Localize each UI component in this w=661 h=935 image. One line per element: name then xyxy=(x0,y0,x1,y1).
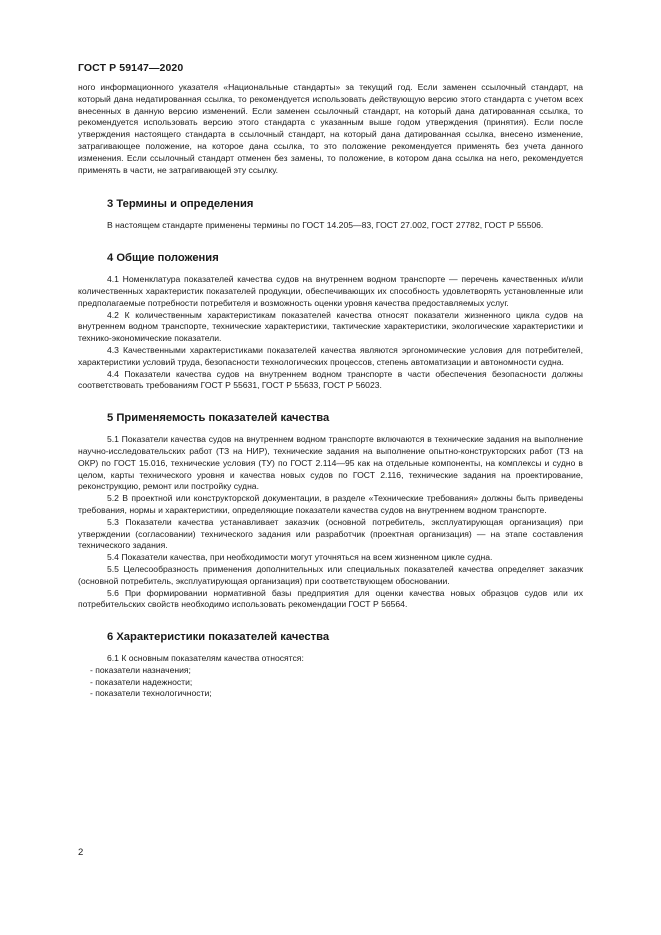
section-3-paragraph: В настоящем стандарте применены термины по ГОСТ 14.205—83, ГОСТ 27.002, ГОСТ 27782, ГОСТ Р 55506. xyxy=(107,220,544,231)
section-5-paragraph: 5.5 Целесообразность применения дополнительных или специальных показателей качества определяет заказчик (основной потребитель, эксплуатирующая организация) при соответствующем обосновании. xyxy=(78,563,583,586)
list-item: - показатели технологичности; xyxy=(90,688,212,699)
section-3-heading: 3 Термины и определения xyxy=(107,198,254,211)
section-5-heading: 5 Применяемость показателей качества xyxy=(107,412,330,425)
section-5-paragraph: 5.2 В проектной или конструкторской документации, в разделе «Технические требования» должны быть приведены требования, нормы и характеристики, определяющие показатели качества судов на внутреннем водном транспорте. xyxy=(78,493,583,515)
list-item: - показатели надежности; xyxy=(90,676,193,687)
document-body xyxy=(78,82,583,700)
section-4-paragraph: 4.2 К количественным характеристикам показателей качества относят показатели жизненного цикла судов на внутреннем водном транспорте, технические характеристики, тактические характеристики, экологические характеристики и технико-экономические показатели. xyxy=(78,309,583,344)
section-5-paragraph: 5.3 Показатели качества устанавливает заказчик (основной потребитель, эксплуатирующая организация) при утверждении (согласовании) технического задания или разработчик (проектная организация) — на этапе составления технического задания. xyxy=(78,516,583,551)
section-5-paragraph: 5.6 При формировании нормативной базы предприятия для оценки качества новых образцов судов или их потребительских свойств необходимо использовать рекомендации ГОСТ Р 56564. xyxy=(78,587,583,610)
section-4-paragraph: 4.3 Качественными характеристиками показателей качества являются эргономические условия для потребителей, характеристики условий труда, безопасности технологических процессов, степень автоматизации и автономности судна. xyxy=(78,344,583,367)
section-6-paragraph: 6.1 К основным показателям качества относятся: xyxy=(107,653,304,664)
section-5-paragraph: 5.1 Показатели качества судов на внутреннем водном транспорте включаются в технические задания на выполнение научно-исследовательских работ (ТЗ на НИР), технические задания на выполнение опытно-конструкторских работ (ТЗ на ОКР) по ГОСТ 15.016, технические условия (ТУ) по ГОСТ 2.114—95 как на отдельные компоненты, на комплексы и судно в целом, карты технического уровня и качества новых судов по ГОСТ 2.116, технические задания на проектирование, реконструкцию, ремонт или постройку судна. xyxy=(78,434,583,492)
document-header: ГОСТ Р 59147—2020 xyxy=(78,62,184,74)
list-item: - показатели назначения; xyxy=(90,664,191,675)
section-5-paragraph: 5.4 Показатели качества, при необходимости могут уточняться на всем жизненном цикле судна. xyxy=(107,552,493,563)
section-4-heading: 4 Общие положения xyxy=(107,252,219,265)
intro-paragraph: ного информационного указателя «Национальные стандарты» за текущий год. Если заменен ссылочный стандарт, на который дана недатированная ссылка, то рекомендуется использовать действующую версию этого стандарта с учетом всех внесенных в данную версию изменений. Если заменен ссылочный стандарт, на который дана датированная ссылка, то рекомендуется использовать версию этого стандарта с указанным выше годом утверждения (принятия). Если после утверждения настоящего стандарта в ссылочный стандарт, на который дана датированная ссылка, внесено изменение, затрагивающее положение, на которое дана ссылка, то это положение рекомендуется применять без учета данного изменения. Если ссылочный стандарт отменен без замены, то положение, в котором дана ссылка на него, рекомендуется применять в части, не затрагивающей эту ссылку. xyxy=(78,82,583,175)
section-6-heading: 6 Характеристики показателей качества xyxy=(107,631,330,644)
section-4-paragraph: 4.4 Показатели качества судов на внутреннем водном транспорте в части обеспечения безопасности должны соответствовать требованиям ГОСТ Р 55631, ГОСТ Р 55633, ГОСТ Р 56023. xyxy=(78,368,583,391)
page-number: 2 xyxy=(78,847,84,858)
section-4-paragraph: 4.1 Номенклатура показателей качества судов на внутреннем водном транспорте — перечень качественных и/или количественных характеристик показателей продукции, обеспечивающих их способность удовлетворять установленные или предполагаемые потребности потребителя и возможность оценки уровня качества предоставляемых услуг. xyxy=(78,274,583,308)
